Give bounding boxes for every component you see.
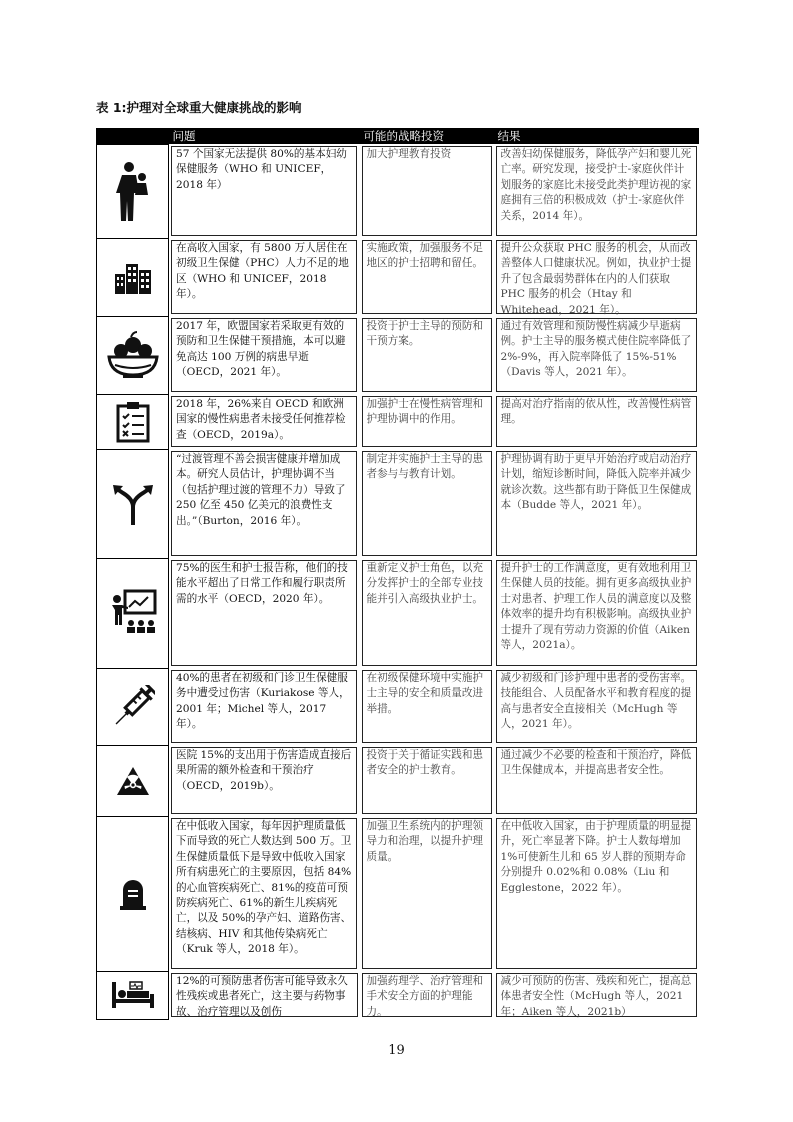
issue-cell: 2018 年，26%来自 OECD 和欧洲国家的慢性病患者未接受任何推荐检查（OECD，2019a）。	[171, 396, 357, 447]
issue-cell: 57 个国家无法提供 80%的基本妇幼保健服务（WHO 和 UNICEF，2018 年）	[171, 146, 357, 236]
investment-cell: 加强卫生系统内的护理领导力和治理，以提升护理质量。	[362, 818, 492, 969]
table-row	[97, 971, 699, 1019]
result-cell: 提升公众获取 PHC 服务的机会，从而改善整体人口健康状况。例如，执业护士提升了包含最弱势群体在内的人们获取 PHC 服务的机会（Htay 和 Whitehead，2021 年）。	[496, 240, 697, 314]
issue-cell: 医院 15%的支出用于伤害造成直接后果所需的额外检查和干预治疗（OECD，2019b）。	[171, 747, 357, 814]
investment-cell: 加强药理学、治疗管理和手术安全方面的护理能力。	[362, 973, 492, 1017]
header-result: 结果	[494, 128, 699, 144]
health-challenges-table	[96, 128, 699, 1020]
checklist-clipboard-icon	[97, 394, 169, 449]
issue-cell: “过渡管理不善会损害健康并增加成本。研究人员估计，护理协调不当（包括护理过渡的管理不力）导致了 250 亿至 450 亿美元的浪费性支出。”（Burton，2016 年）。	[171, 451, 357, 556]
gravestone-icon	[97, 816, 169, 971]
investment-cell: 加大护理教育投资	[362, 146, 492, 236]
issue-cell: 在中低收入国家，每年因护理质量低下而导致的死亡人数达到 500 万。卫生保健质量低下是导致中低收入国家所有病患死亡的主要原因，包括 84%的心血管疾病死亡、81%的疫苗可预防疾病死亡、61%的新生儿疾病死亡，以及 50%的孕产妇、道路伤害、结核病、HIV 和其他传染病死亡（Kruk 等人，2018 年）。	[171, 818, 357, 969]
investment-cell: 投资于关于循证实践和患者安全的护士教育。	[362, 747, 492, 814]
page-number: 19	[388, 1043, 405, 1058]
investment-cell: 在初级保健环境中实施护士主导的安全和质量改进举措。	[362, 670, 492, 743]
result-cell: 减少初级和门诊护理中患者的受伤害率。技能组合、人员配备水平和教育程度的提高与患者安全直接相关（McHugh 等人，2021 年）。	[496, 670, 697, 743]
result-cell: 提高对治疗指南的依从性，改善慢性病管理。	[496, 396, 697, 447]
hazard-warning-icon	[97, 745, 169, 816]
issue-cell: 2017 年，欧盟国家若采取更有效的预防和卫生保健干预措施，本可以避免高达 100 万例的病患早逝（OECD，2021 年）。	[171, 318, 357, 392]
table-row	[97, 144, 699, 238]
issue-cell: 75%的医生和护士报告称，他们的技能水平超出了日常工作和履行职责所需的水平（OECD，2020 年）。	[171, 560, 357, 666]
table-row	[97, 316, 699, 394]
city-buildings-icon	[97, 238, 169, 316]
result-cell: 减少可预防的伤害、残疾和死亡，提高总体患者安全性（McHugh 等人，2021 年；Aiken 等人，2021b）	[496, 973, 697, 1017]
result-cell: 提升护士的工作满意度，更有效地利用卫生保健人员的技能。拥有更多高级执业护士对患者、护理工作人员的满意度以及整体效率的提升均有积极影响。高级执业护士提升了现有劳动力资源的价值（Aiken 等人，2021a）。	[496, 560, 697, 666]
mother-child-icon	[97, 144, 169, 238]
result-cell: 改善妇幼保健服务，降低孕产妇和婴儿死亡率。研究发现，接受护士-家庭伙伴计划服务的家庭比未接受此类护理访视的家庭拥有三倍的积极成效（护士-家庭伙伴关系，2014 年）。	[496, 146, 697, 236]
hospital-bed-icon	[97, 971, 169, 1019]
table-row	[97, 238, 699, 316]
split-arrows-icon	[97, 449, 169, 558]
table-row	[97, 394, 699, 449]
investment-cell: 重新定义护士角色，以充分发挥护士的全部专业技能并引入高级执业护士。	[362, 560, 492, 666]
table-title: 表 1:护理对全球重大健康挑战的影响	[96, 100, 302, 115]
issue-cell: 在高收入国家，有 5800 万人居住在初级卫生保健（PHC）人力不足的地区（WHO 和 UNICEF，2018 年）。	[171, 240, 357, 314]
investment-cell: 实施政策，加强服务不足地区的护士招聘和留任。	[362, 240, 492, 314]
syringe-icon	[97, 668, 169, 745]
table-row	[97, 558, 699, 668]
investment-cell: 制定并实施护士主导的患者参与与教育计划。	[362, 451, 492, 556]
fruit-bowl-icon	[97, 316, 169, 394]
header-issue: 问题	[169, 128, 360, 144]
result-cell: 通过有效管理和预防慢性病减少早逝病例。护士主导的服务模式使住院率降低了 2%-9%，再入院率降低了 15%-51%（Davis 等人，2021 年）。	[496, 318, 697, 392]
investment-cell: 加强护士在慢性病管理和护理协调中的作用。	[362, 396, 492, 447]
table-row	[97, 745, 699, 816]
issue-cell: 12%的可预防患者伤害可能导致永久性残疾或患者死亡，这主要与药物事故、治疗管理以及创伤	[171, 973, 358, 1017]
investment-cell: 投资于护士主导的预防和干预方案。	[362, 318, 492, 392]
result-cell: 通过减少不必要的检查和干预治疗，降低卫生保健成本，并提高患者安全性。	[496, 747, 697, 814]
table-header-row	[97, 128, 699, 144]
teacher-presentation-icon	[97, 558, 169, 668]
table-row	[97, 668, 699, 745]
result-cell: 护理协调有助于更早开始治疗或启动治疗计划，缩短诊断时间，降低入院率并减少就诊次数。这些都有助于降低卫生保健成本（Budde 等人，2021 年）。	[496, 451, 697, 556]
header-investment: 可能的战略投资	[360, 128, 494, 144]
table-row	[97, 449, 699, 558]
result-cell: 在中低收入国家，由于护理质量的明显提升，死亡率显著下降。护士人数每增加 1%可使新生儿和 65 岁人群的预期寿命分别提升 0.02%和 0.08%（Liu 和 Egglestone，2022 年）。	[496, 818, 697, 969]
table-row	[97, 816, 699, 971]
issue-cell: 40%的患者在初级和门诊卫生保健服务中遭受过伤害（Kuriakose 等人，2001 年；Michel 等人，2017 年）。	[171, 670, 357, 743]
